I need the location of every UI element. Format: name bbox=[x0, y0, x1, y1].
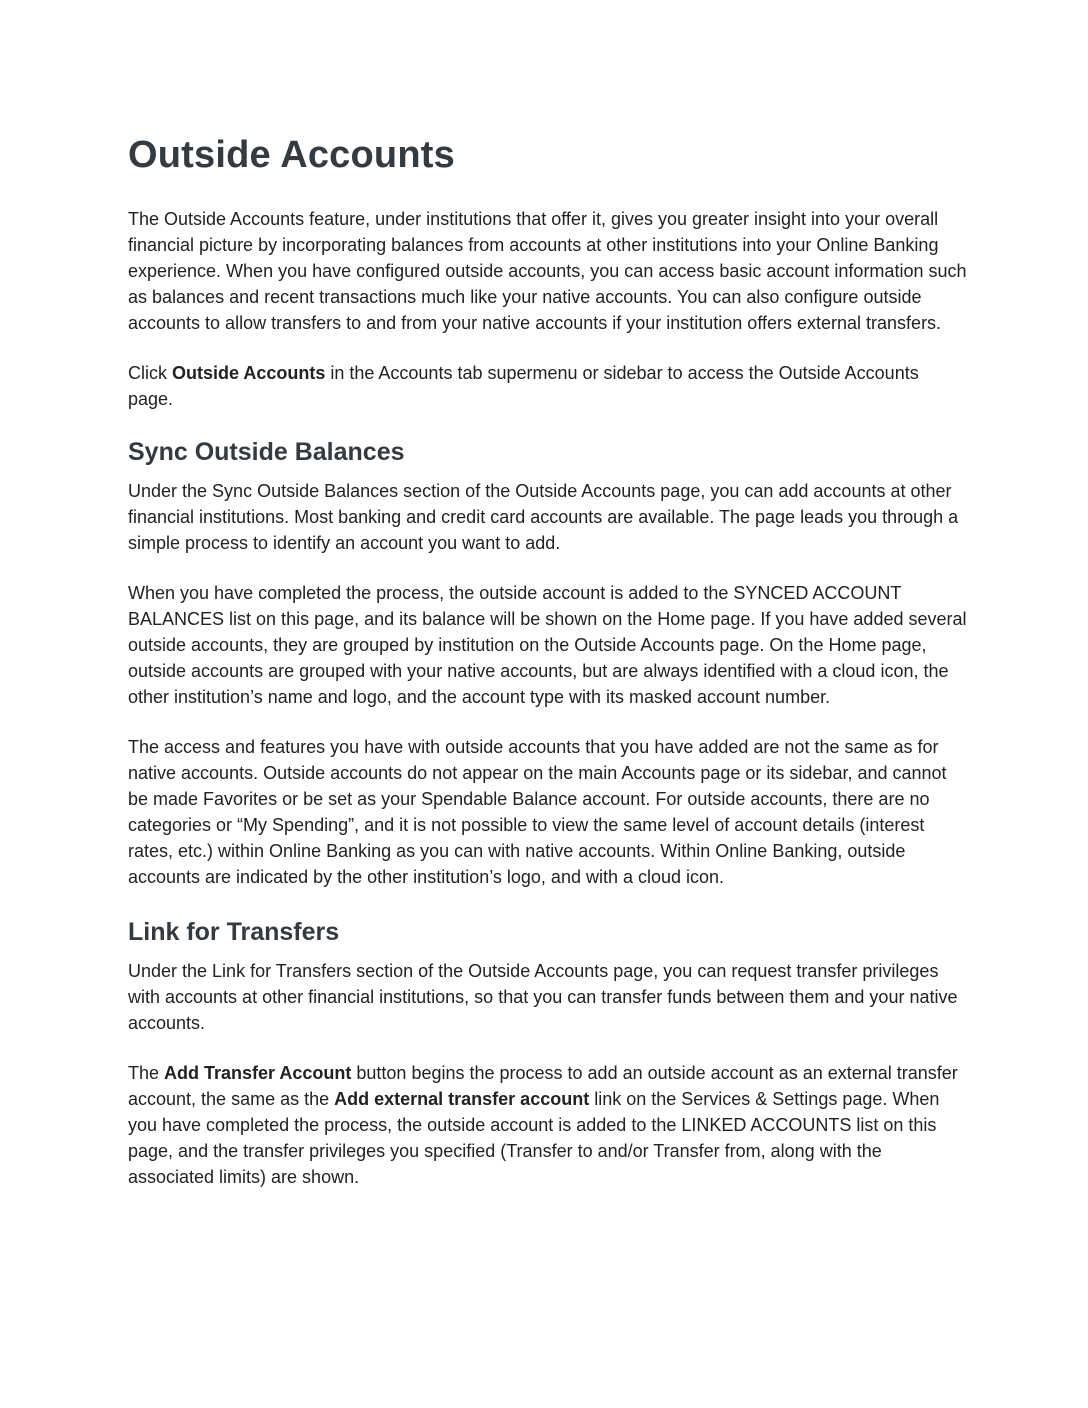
intro-paragraph-1: The Outside Accounts feature, under institutions that offer it, gives you greater insight into your overall financial picture by incorporating balances from accounts at other institutions into your Online Banking experience. When you have configured outside accounts, you can access basic account information such as balances and recent transactions much like your native accounts. You can also configure outside accounts to allow transfers to and from your native accounts if your institution offers external transfers. bbox=[128, 209, 967, 333]
document-page bbox=[128, 132, 968, 1214]
intro-p2-post: in the Accounts tab supermenu or sidebar to access the Outside Accounts page. bbox=[128, 363, 919, 409]
link-paragraph-1: Under the Link for Transfers section of the Outside Accounts page, you can request transfer privileges with accounts at other financial institutions, so that you can transfer funds between them and your native accounts. bbox=[128, 961, 958, 1033]
link-section-heading: Link for Transfers bbox=[128, 918, 340, 946]
link-paragraph-2 bbox=[128, 1060, 968, 1190]
sync-paragraph-2: When you have completed the process, the outside account is added to the SYNCED ACCOUNT BALANCES list on this page, and its balance will be shown on the Home page. If you have added several outside accounts, they are grouped by institution on the Outside Accounts page. On the Home page, outside accounts are grouped with your native accounts, but are always identified with a cloud icon, the other institution’s name and logo, and the account type with its masked account number. bbox=[128, 583, 967, 707]
outside-accounts-bold: Outside Accounts bbox=[172, 363, 326, 383]
sync-paragraph-3: The access and features you have with outside accounts that you have added are not the same as for native accounts. Outside accounts do not appear on the main Accounts page or its sidebar, and cannot be made Favorites or be set as your Spendable Balance account. For outside accounts, there are no categories or “My Spending”, and it is not possible to view the same level of account details (interest rates, etc.) within Online Banking as you can with native accounts. Within Online Banking, outside accounts are indicated by the other institution’s logo, and with a cloud icon. bbox=[128, 737, 947, 887]
add-transfer-account-bold: Add Transfer Account bbox=[164, 1063, 352, 1083]
link-p2-c: button begins the process to add an outside account as an external transfer account, the same as the bbox=[128, 1063, 958, 1109]
link-p2-a: The bbox=[128, 1063, 165, 1083]
page-title: Outside Accounts bbox=[128, 134, 455, 176]
sync-paragraph-1: Under the Sync Outside Balances section of the Outside Accounts page, you can add accounts at other financial institutions. Most banking and credit card accounts are available. The page leads you through a simple process to identify an account you want to add. bbox=[128, 481, 959, 553]
add-external-transfer-account-bold: Add external transfer account bbox=[334, 1089, 590, 1109]
intro-paragraph-2 bbox=[128, 360, 968, 412]
intro-p2-pre: Click bbox=[128, 363, 172, 383]
link-p2-e: link on the Services & Settings page. When you have completed the process, the outside account is added to the LINKED ACCOUNTS list on this page, and the transfer privileges you specified (Transfer to and/or Transfer from, along with the associated limits) are shown. bbox=[128, 1089, 940, 1187]
sync-section-heading: Sync Outside Balances bbox=[128, 438, 405, 466]
